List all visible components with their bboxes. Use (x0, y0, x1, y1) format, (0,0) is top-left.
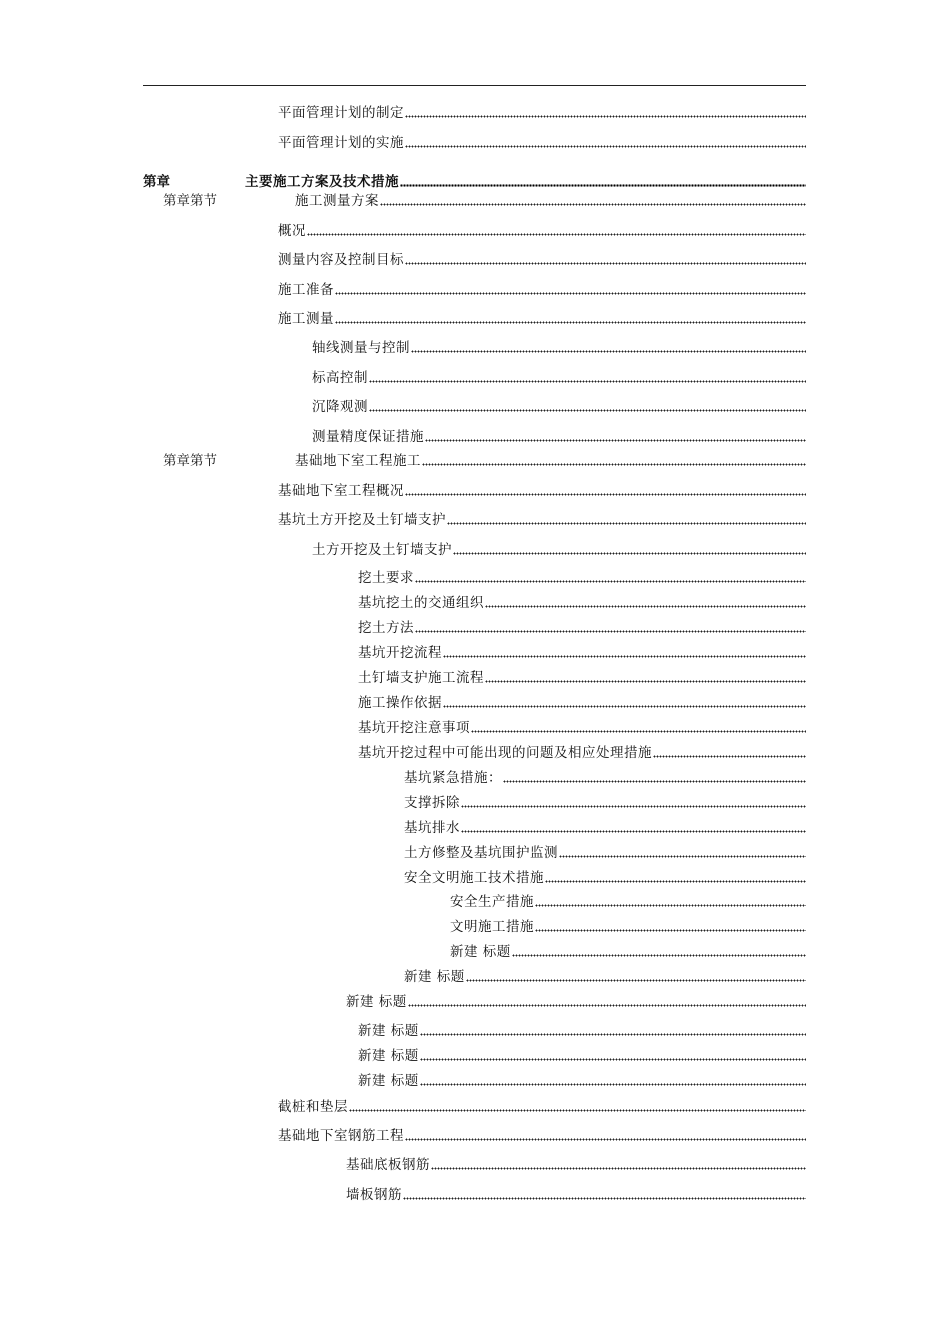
dot-leader (405, 145, 806, 148)
toc-entry-title: 施工测量方案 (295, 193, 379, 209)
toc-entry[interactable] (278, 1124, 806, 1144)
dot-leader (535, 904, 806, 907)
toc-entry-title: 新建 标题 (404, 969, 465, 985)
toc-entry-title: 基坑开挖流程 (358, 645, 442, 661)
dot-leader (559, 855, 806, 858)
toc-entry[interactable] (312, 538, 806, 558)
dot-leader (447, 522, 806, 525)
toc-entry[interactable] (346, 990, 806, 1010)
toc-entry[interactable] (450, 915, 806, 935)
toc-entry[interactable] (278, 131, 806, 151)
toc-entry-title: 文明施工措施 (450, 919, 534, 935)
toc-entry-title: 基础底板钢筋 (346, 1157, 430, 1173)
toc-entry[interactable] (358, 566, 806, 586)
toc-entry[interactable] (278, 248, 806, 268)
toc-entry[interactable] (295, 449, 806, 469)
dot-leader (422, 463, 806, 466)
toc-entry[interactable] (358, 591, 806, 611)
toc-entry-title: 基坑开挖过程中可能出现的问题及相应处理措施 (358, 745, 652, 761)
toc-entry[interactable] (278, 1095, 806, 1115)
toc-entry[interactable] (450, 940, 806, 960)
toc-entry[interactable] (278, 307, 806, 327)
toc-entry-title: 安全生产措施 (450, 894, 534, 910)
toc-entry[interactable] (404, 791, 806, 811)
dot-leader (411, 350, 806, 353)
toc-entry-title: 基坑土方开挖及土钉墙支护 (278, 512, 446, 528)
toc-entry-title: 标高控制 (312, 370, 368, 386)
dot-leader (405, 1138, 806, 1141)
toc-entry-title: 平面管理计划的实施 (278, 135, 404, 151)
toc-entry-title: 平面管理计划的制定 (278, 105, 404, 121)
dot-leader (415, 630, 806, 633)
toc-entry-title: 基坑排水 (404, 820, 460, 836)
dot-leader (485, 680, 806, 683)
dot-leader (485, 605, 806, 608)
toc-entry[interactable] (278, 479, 806, 499)
toc-entry[interactable] (404, 816, 806, 836)
toc-entry[interactable] (346, 1183, 806, 1203)
toc-entry-title: 基坑挖土的交通组织 (358, 595, 484, 611)
toc-entry[interactable] (358, 1044, 806, 1064)
dot-leader (466, 979, 806, 982)
toc-entry-title: 轴线测量与控制 (312, 340, 410, 356)
dot-leader (349, 1109, 806, 1112)
toc-entry-number: 第章 (143, 174, 170, 190)
toc-entry-title: 新建 标题 (346, 994, 407, 1010)
toc-entry[interactable] (358, 1019, 806, 1039)
toc-entry-number: 第章第节 (163, 453, 217, 469)
toc-entry[interactable] (295, 189, 806, 209)
toc-entry-title: 挖土方法 (358, 620, 414, 636)
toc-entry[interactable] (358, 616, 806, 636)
dot-leader (405, 115, 806, 118)
toc-entry-title: 基坑开挖注意事项 (358, 720, 470, 736)
toc-entry[interactable] (450, 890, 806, 910)
dot-leader (443, 705, 806, 708)
toc-entry[interactable] (404, 766, 806, 786)
toc-entry-number: 第章第节 (163, 193, 217, 209)
dot-leader (369, 409, 806, 412)
toc-entry[interactable] (358, 691, 806, 711)
dot-leader (443, 655, 806, 658)
dot-leader (461, 830, 806, 833)
header-rule (143, 85, 806, 86)
dot-leader (408, 1004, 806, 1007)
toc-entry-title: 主要施工方案及技术措施 (245, 174, 399, 190)
dot-leader (405, 262, 806, 265)
dot-leader (431, 1167, 806, 1170)
dot-leader (405, 493, 806, 496)
toc-entry-title: 施工操作依据 (358, 695, 442, 711)
toc-entry[interactable] (404, 965, 806, 985)
dot-leader (425, 439, 806, 442)
toc-entry-title: 土方修整及基坑围护监测 (404, 845, 558, 861)
toc-entry-title: 基础地下室工程概况 (278, 483, 404, 499)
toc-entry-title: 沉降观测 (312, 399, 368, 415)
toc-entry-title: 基础地下室工程施工 (295, 453, 421, 469)
toc-entry[interactable] (346, 1153, 806, 1173)
toc-entry[interactable] (358, 641, 806, 661)
dot-leader (400, 184, 806, 187)
dot-leader (535, 929, 806, 932)
dot-leader (420, 1058, 806, 1061)
toc-entry[interactable] (278, 278, 806, 298)
toc-entry[interactable] (358, 666, 806, 686)
toc-entry-title: 新建 标题 (358, 1073, 419, 1089)
dot-leader (545, 880, 806, 883)
toc-entry-title: 测量内容及控制目标 (278, 252, 404, 268)
dot-leader (369, 380, 806, 383)
toc-entry-title: 新建 标题 (358, 1048, 419, 1064)
toc-entry-title: 安全文明施工技术措施 (404, 870, 544, 886)
toc-entry-title: 基础地下室钢筋工程 (278, 1128, 404, 1144)
toc-entry-title: 新建 标题 (358, 1023, 419, 1039)
toc-entry[interactable] (358, 1069, 806, 1089)
toc-entry-title: 挖土要求 (358, 570, 414, 586)
dot-leader (471, 730, 806, 733)
toc-entry-title: 施工测量 (278, 311, 334, 327)
toc-entry-title: 基坑紧急措施： (404, 770, 502, 786)
toc-entry-title: 截桩和垫层 (278, 1099, 348, 1115)
dot-leader (503, 780, 806, 783)
dot-leader (307, 233, 806, 236)
toc-entry-title: 施工准备 (278, 282, 334, 298)
toc-entry[interactable] (278, 508, 806, 528)
toc-entry[interactable] (312, 395, 806, 415)
toc-entry[interactable] (358, 741, 806, 761)
toc-entry[interactable] (312, 366, 806, 386)
toc-entry[interactable] (404, 866, 806, 886)
toc-entry[interactable] (358, 716, 806, 736)
toc-entry[interactable] (312, 336, 806, 356)
toc-entry-title: 墙板钢筋 (346, 1187, 402, 1203)
toc-entry[interactable] (404, 841, 806, 861)
toc-entry-title: 土钉墙支护施工流程 (358, 670, 484, 686)
toc-entry[interactable] (278, 219, 806, 239)
toc-entry[interactable] (245, 170, 806, 190)
toc-entry[interactable] (312, 425, 806, 445)
dot-leader (335, 321, 806, 324)
toc-entry-title: 新建 标题 (450, 944, 511, 960)
dot-leader (653, 755, 806, 758)
dot-leader (453, 552, 806, 555)
toc-entry-title: 支撑拆除 (404, 795, 460, 811)
dot-leader (403, 1197, 806, 1200)
dot-leader (415, 580, 806, 583)
toc-entry-title: 测量精度保证措施 (312, 429, 424, 445)
dot-leader (512, 954, 806, 957)
dot-leader (420, 1083, 806, 1086)
dot-leader (461, 805, 806, 808)
toc-entry[interactable] (278, 101, 806, 121)
dot-leader (335, 292, 806, 295)
dot-leader (380, 203, 806, 206)
toc-entry-title: 概况 (278, 223, 306, 239)
dot-leader (420, 1033, 806, 1036)
toc-entry-title: 土方开挖及土钉墙支护 (312, 542, 452, 558)
